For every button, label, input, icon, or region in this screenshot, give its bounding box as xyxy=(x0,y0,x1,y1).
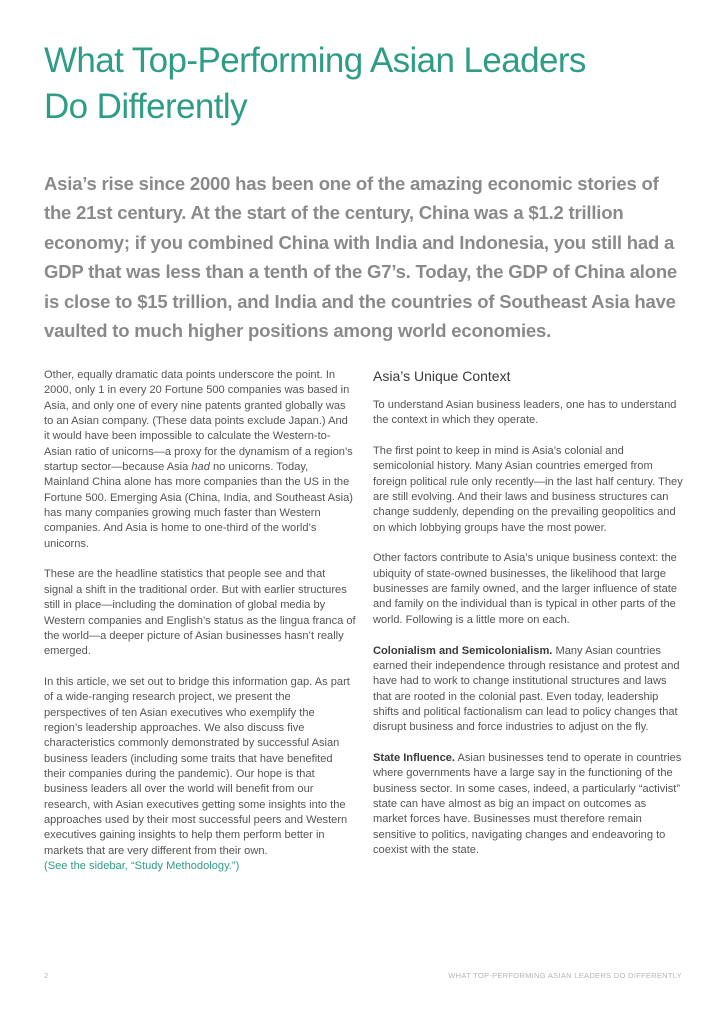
right-paragraph-5 xyxy=(373,751,683,858)
sidebar-link[interactable]: (See the sidebar, “Study Methodology.”) xyxy=(44,860,240,872)
running-title: WHAT TOP-PERFORMING ASIAN LEADERS DO DIFFERENTLY xyxy=(448,971,682,980)
left-paragraph-1 xyxy=(44,368,356,552)
right-paragraph-2: The first point to keep in mind is Asia’s colonial and semicolonial history. Many Asian countries emerged from foreign political rule only recently—in the last half century. They are still evolving. And their laws and business structures can change suddenly, depending on the prevailing geopolitics and on which lobbying groups have the most power. xyxy=(373,445,683,534)
lead-paragraph: Asia’s rise since 2000 has been one of the amazing economic stories of the 21st century. At the start of the century, China was a $1.2 trillion economy; if you combined China with India and Indonesia, you still had a GDP that was less than a tenth of the G7’s. Today, the GDP of China alone is close to $15 trillion, and India and the countries of Southeast Asia have vaulted to much higher positions among world economies. xyxy=(44,173,678,342)
state-influence-text: Asian businesses tend to operate in countries where governments have a large say in the functioning of the business sector. In some cases, indeed, a particularly “activist” state can have almost as big an impact on outcomes as market forces have. Businesses must therefore remain sensitive to politics, navigating changes and endeavoring to coexist with the state. xyxy=(373,751,682,856)
left-column xyxy=(44,368,356,890)
section-heading: Asia’s Unique Context xyxy=(373,368,511,384)
colonialism-heading: Colonialism and Semicolonialism. xyxy=(373,644,553,657)
left-p1-start: Other, equally dramatic data points underscore the point. In 2000, only 1 in every 20 Fortune 500 companies was based in Asia, and only one of every nine patents granted globally was to an Asian company. (These data points exclude Japan.) And it would have been impossible to calculate the Western-to-Asian ratio of unicorns—a proxy for the dynamism of a region’s startup sector—because Asia xyxy=(44,369,353,474)
page-number: 2 xyxy=(44,971,49,980)
right-paragraph-3: Other factors contribute to Asia’s unique business context: the ubiquity of state-owned businesses, the likelihood that large businesses are family owned, and the larger influence of state and family on the individual than is typical in other parts of the world. Following is a little more on each. xyxy=(373,552,678,626)
page-title xyxy=(44,38,684,130)
page-title-line-2: Do Differently xyxy=(44,87,247,126)
state-influence-heading: State Influence. xyxy=(373,751,455,764)
left-p1-end: no unicorns. Today, Mainland China alone has more companies than the US in the Fortune 500. Emerging Asia (China, India, and Southeast Asia) has many companies growing much faster than Western companies. And Asia is home to one-third of the world’s unicorns. xyxy=(44,461,353,550)
left-paragraph-3 xyxy=(44,675,356,874)
right-paragraph-4 xyxy=(373,644,683,736)
left-paragraph-2: These are the headline statistics that people see and that signal a shift in the traditional order. But with earlier structures still in place—including the domination of global media by Western companies and English’s status as the lingua franca of the world—a deeper picture of Asian businesses hasn’t really emerged. xyxy=(44,568,356,658)
left-p3-text: In this article, we set out to bridge this information gap. As part of a wide-ranging research project, we present the perspectives of ten Asian executives who exemplify the region’s leadership approaches. We also discuss five characteristics commonly demonstrated by successful Asian business leaders (including some traits that have benefited their companies during the pandemic). Our hope is that business leaders all over the world will benefit from our research, with Asian executives getting some insights into the approaches used by their most successful peers and Western executives gaining insights to help them perform better in markets that are very different from their own. xyxy=(44,675,350,857)
right-paragraph-1: To understand Asian business leaders, one has to understand the context in which they operate. xyxy=(373,399,677,427)
page-title-line-1: What Top-Performing Asian Leaders xyxy=(44,41,586,80)
colonialism-text: Many Asian countries earned their independence through resistance and protest and have had to work to change institutional structures and laws that are rooted in the colonial past. Even today, leadership shifts and political factionalism can lead to policy changes that disrupt business and force industries to adjust on the fly. xyxy=(373,644,680,734)
left-p1-emphasis: had xyxy=(191,461,210,474)
right-column xyxy=(373,367,683,874)
